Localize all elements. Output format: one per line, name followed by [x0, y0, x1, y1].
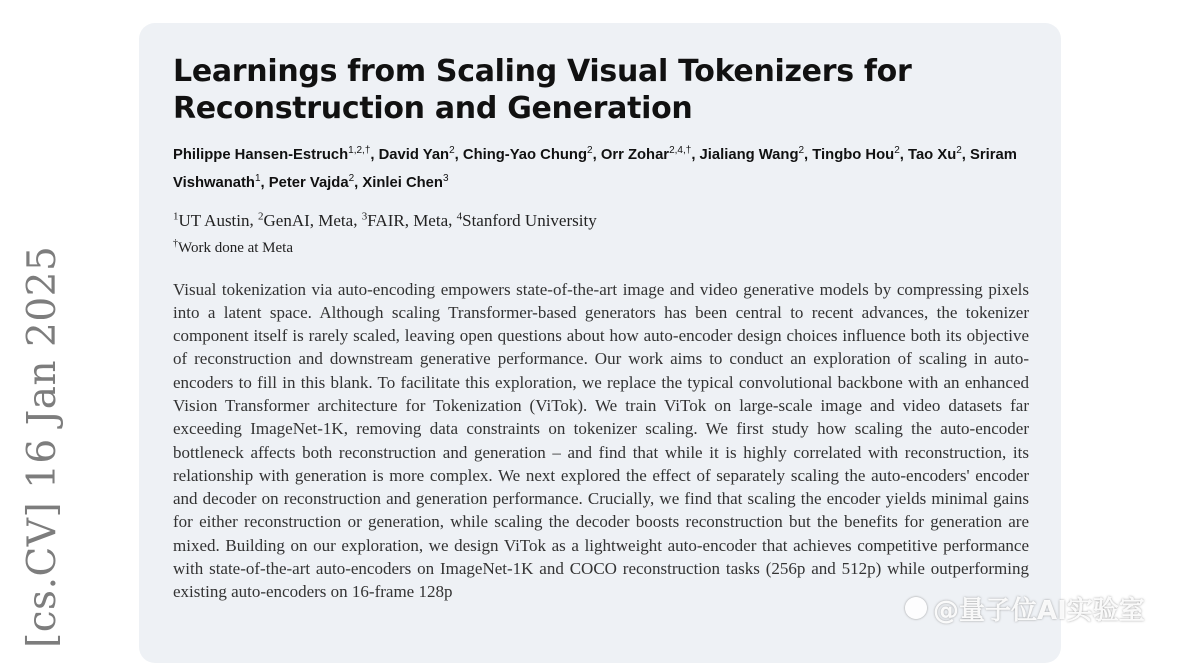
abstract: Visual tokenization via auto-encoding empowers state-of-the-art image and video generative models by compressing pixels into a latent space. Although scaling Transformer-based generators has been central to recent advances, the tokenizer component itself is rarely scaled, leaving open questions about how auto-encoder design choices influence both its objective of reconstruction and downstream generative performance. Our work aims to conduct an exploration of scaling in auto-encoders to fill in this blank. To facilitate this exploration, we replace the typical convolutional backbone with an enhanced Vision Transformer architecture for Tokenization (ViTok). We train ViTok on large-scale image and video datasets far exceeding ImageNet-1K, removing data constraints on tokenizer scaling. We first study how scaling the auto-encoder bottleneck affects both reconstruction and generation – and find that while it is highly correlated with reconstruction, its relationship with generation is more complex. We next explored the effect of separately scaling the auto-encoders' encoder and decoder on reconstruction and generation performance. Crucially, we find that scaling the encoder yields minimal gains for either reconstruction or generation, while scaling the decoder boosts reconstruction but the benefits for generation are mixed. Building on our exploration, we design ViTok as a lightweight auto-encoder that achieves competitive performance with state-of-the-art auto-encoders on ImageNet-1K and COCO reconstruction tasks (256p and 512p) while outperforming existing auto-encoders on 16-frame 128p — [173, 279, 1029, 602]
author — [812, 147, 899, 163]
affiliation-mark: 2 — [258, 209, 264, 222]
affiliation-mark: 3 — [361, 209, 368, 222]
author-affiliation-mark: 1,2,† — [348, 145, 371, 156]
paper-title: Learnings from Scaling Visual Tokenizers for Reconstruction and Generation — [173, 54, 912, 126]
author — [601, 147, 692, 163]
affiliations: $^1$UT Austin, $^2$GenAI, Meta, $^3$FAIR, Meta, $^4$Stanford University — [173, 209, 597, 230]
author — [700, 147, 805, 163]
affiliation-name: FAIR, Meta — [367, 210, 449, 230]
affiliation — [362, 211, 448, 230]
author-name: David Yan — [378, 146, 450, 163]
arxiv-stamp: [cs.CV] 16 Jan 2025 — [20, 245, 65, 648]
author-affiliation-mark: 2,4,† — [669, 145, 692, 156]
author-affiliation-mark: 2 — [587, 145, 593, 156]
author-name: Xinlei Chen — [362, 174, 443, 191]
author-affiliation-mark: 1 — [254, 172, 261, 184]
watermark-logo-icon — [905, 597, 927, 619]
author-name: Sriram Vishwanath — [173, 146, 1017, 191]
paper-content — [173, 53, 1033, 604]
author-affiliation-mark: 2 — [449, 145, 455, 156]
author-affiliation-mark: 2 — [348, 172, 355, 184]
footnote-mark: † — [173, 237, 178, 249]
author — [362, 172, 449, 191]
author-name: Ching-Yao Chung — [462, 146, 588, 163]
author — [908, 147, 962, 163]
author-affiliation-mark: 3 — [442, 172, 449, 184]
footnote — [173, 234, 1033, 258]
affiliation-name: UT Austin — [178, 210, 250, 230]
paper-card — [139, 23, 1061, 663]
footnote-text: Work done at Meta — [178, 239, 294, 256]
author-affiliation-mark: 2 — [956, 145, 962, 156]
affiliation — [258, 211, 353, 230]
author-name: Philippe Hansen-Estruch — [173, 146, 349, 163]
author-name: Tao Xu — [908, 146, 957, 163]
author-list: Philippe Hansen-Estruch$^{1,2,\dagger}$, David Yan$^2$, Ching-Yao Chung$^2$, Orr Zohar$^{2,4,\dagger}$, Jialiang Wang$^2$, Tingbo Hou$^2$, Tao Xu$^2$, Sriram Vishwanath$^1$, Peter Vajda$^2$, Xinlei Chen$^3$ — [173, 145, 1017, 191]
author — [463, 147, 593, 163]
author-name: Tingbo Hou — [812, 146, 895, 163]
author — [173, 147, 370, 163]
affiliation — [173, 211, 250, 230]
author — [379, 147, 455, 163]
affiliation-mark: 4 — [456, 209, 463, 222]
watermark — [905, 590, 1195, 626]
author-name: Peter Vajda — [268, 174, 349, 191]
author — [268, 172, 355, 191]
affiliation — [457, 211, 597, 230]
affiliation-name: GenAI, Meta — [263, 210, 354, 230]
author-name: Jialiang Wang — [699, 146, 799, 163]
affiliation-mark: 1 — [173, 209, 179, 222]
author-affiliation-mark: 2 — [798, 145, 805, 156]
affiliation-name: Stanford University — [462, 210, 597, 230]
watermark-text: @量子位AI实验室 — [933, 595, 1145, 626]
author-affiliation-mark: 2 — [894, 145, 900, 156]
author-name: Orr Zohar — [600, 146, 670, 163]
